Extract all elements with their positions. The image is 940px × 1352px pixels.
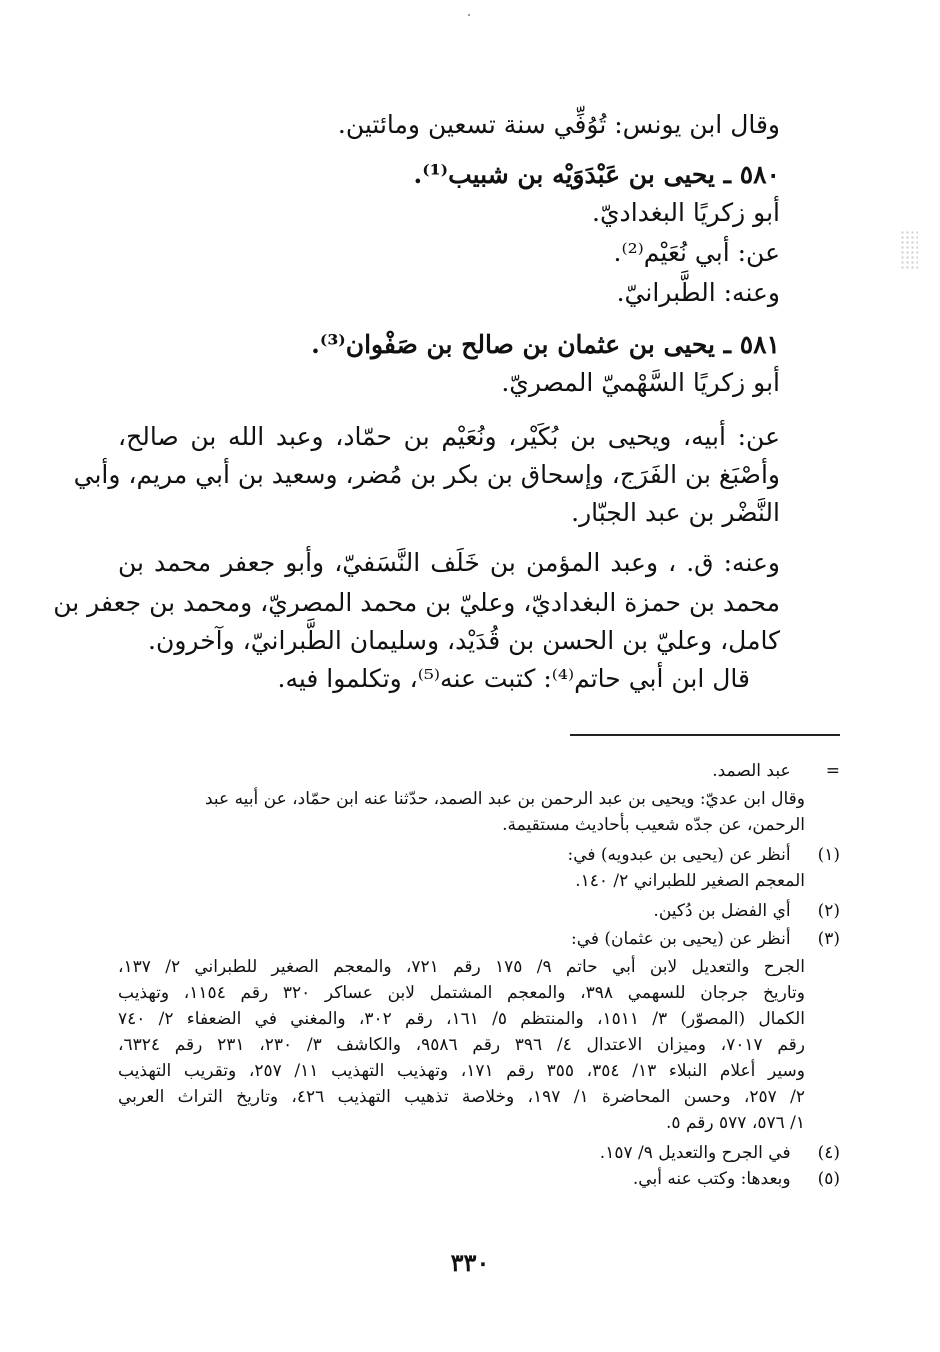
footnote-number: (٣) [817, 929, 840, 949]
footnote-continuation [118, 758, 840, 784]
entry-heading-581: ٥٨١ ـ يحيى بن عثمان بن صالح بن صَفْوان⁽³⁾. [311, 330, 780, 359]
footnote-text: ٢/ ٢٥٧، وحسن المحاضرة ١/ ١٩٧، وخلاصة تذهيب التهذيب ٤٢٦، وتاريخ التراث العربي [118, 1087, 805, 1107]
footnote-number: (٥) [817, 1169, 840, 1189]
text-line: قال ابن أبي حاتم⁽⁴⁾: كتبت عنه⁽⁵⁾، وتكلموا فيه. [277, 664, 750, 693]
text-line: وقال ابن يونس: تُوُفِّي سنة تسعين ومائتين. [337, 110, 780, 139]
text-line: أبو زكريًا البغداديّ. [592, 198, 780, 227]
text-line: النَّضْر بن عبد الجبّار. [571, 498, 780, 527]
footnote-number: (٢) [817, 901, 840, 921]
text-line: وعنه: الطَّبرانيّ. [616, 278, 780, 307]
page-number: ٣٣٠ [450, 1248, 490, 1277]
footnote-separator [570, 734, 840, 736]
footnote-3 [118, 926, 840, 952]
footnote-text: أي الفضل بن دُكين. [653, 901, 791, 921]
footnote-number: (٤) [817, 1143, 840, 1163]
text-line: وأصْبَغ بن الفَرَج، وإسحاق بن بكر بن مُضر، وسعيد بن أبي مريم، وأبي [73, 460, 780, 489]
footnote-text: في الجرح والتعديل ٩/ ١٥٧. [599, 1143, 791, 1163]
footnote-text: الجرح والتعديل لابن أبي حاتم ٩/ ١٧٥ رقم ٧٢١، والمعجم الصغير للطبراني ٢/ ١٣٧، [118, 957, 806, 977]
footnote-text: عبد الصمد. [712, 761, 791, 781]
footnote-2 [118, 898, 840, 924]
continuation-mark: = [825, 761, 840, 781]
footnote-text: وتاريخ جرجان للسهمي ٣٩٨، والمعجم المشتمل لابن عساكر ٣٢٠ رقم ١١٥٤، وتهذيب [118, 983, 805, 1003]
footnote-text: رقم ٧٠١٧، وميزان الاعتدال ٤/ ٣٩٦ رقم ٩٥٨٦، والكاشف ٣/ ٢٣٠، ٢٣١ رقم ٦٣٢٤، [118, 1035, 806, 1055]
footnote-text: وسير أعلام النبلاء ١٣/ ٣٥٤، ٣٥٥ رقم ١٧١، وتهذيب التهذيب ١١/ ٢٥٧، وتقريب التهذيب [118, 1061, 806, 1081]
footnote-text: وقال ابن عديّ: ويحيى بن عبد الرحمن بن عبد الصمد، حدّثنا عنه ابن حمّاد، عن أبيه عبد [204, 789, 805, 809]
text-line: محمد بن حمزة البغداديّ، وعليّ بن محمد المصريّ، ومحمد بن جعفر بن [53, 588, 780, 617]
footnote-text: الرحمن، عن جدّه شعيب بأحاديث مستقيمة. [502, 815, 805, 835]
scan-noise [900, 230, 918, 270]
scan-speck [468, 14, 470, 16]
footnote-number: (١) [817, 845, 840, 865]
text-line: وعنه: ق. ، وعبد المؤمن بن خَلَف النَّسَفيّ، وأبو جعفر محمد بن [118, 548, 780, 577]
text-line: أبو زكريًا السَّهْميّ المصريّ. [501, 368, 780, 397]
footnote-text: أنظر عن (يحيى بن عثمان) في: [570, 929, 791, 949]
text-line: عن: أبيه، ويحيى بن بُكَيْر، ونُعَيْم بن حمّاد، وعبد الله بن صالح، [118, 422, 780, 451]
footnote-text: المعجم الصغير للطبراني ٢/ ١٤٠. [575, 871, 805, 891]
footnote-5 [118, 1166, 840, 1192]
footnote-text: أنظر عن (يحيى بن عبدويه) في: [567, 845, 791, 865]
footnote-1 [118, 842, 840, 868]
text-line: كامل، وعليّ بن الحسن بن قُدَيْد، وسليمان الطَّبرانيّ، وآخرون. [148, 626, 780, 655]
footnote-text: وبعدها: وكتب عنه أبي. [632, 1169, 791, 1189]
footnote-4 [118, 1140, 840, 1166]
footnote-text: الكمال (المصوّر) ٣/ ١٥١١، والمنتظم ٥/ ١٦١، رقم ٣٠٢، والمغني في الضعفاء ٢/ ٧٤٠ [118, 1009, 805, 1029]
text-line: عن: أبي نُعَيْم⁽²⁾. [613, 238, 780, 267]
entry-heading-580: ٥٨٠ ـ يحيى بن عَبْدَوَيْه بن شبيب⁽¹⁾. [413, 160, 780, 189]
footnote-text: ١/ ٥٧٦، ٥٧٧ رقم ٥. [666, 1113, 805, 1133]
